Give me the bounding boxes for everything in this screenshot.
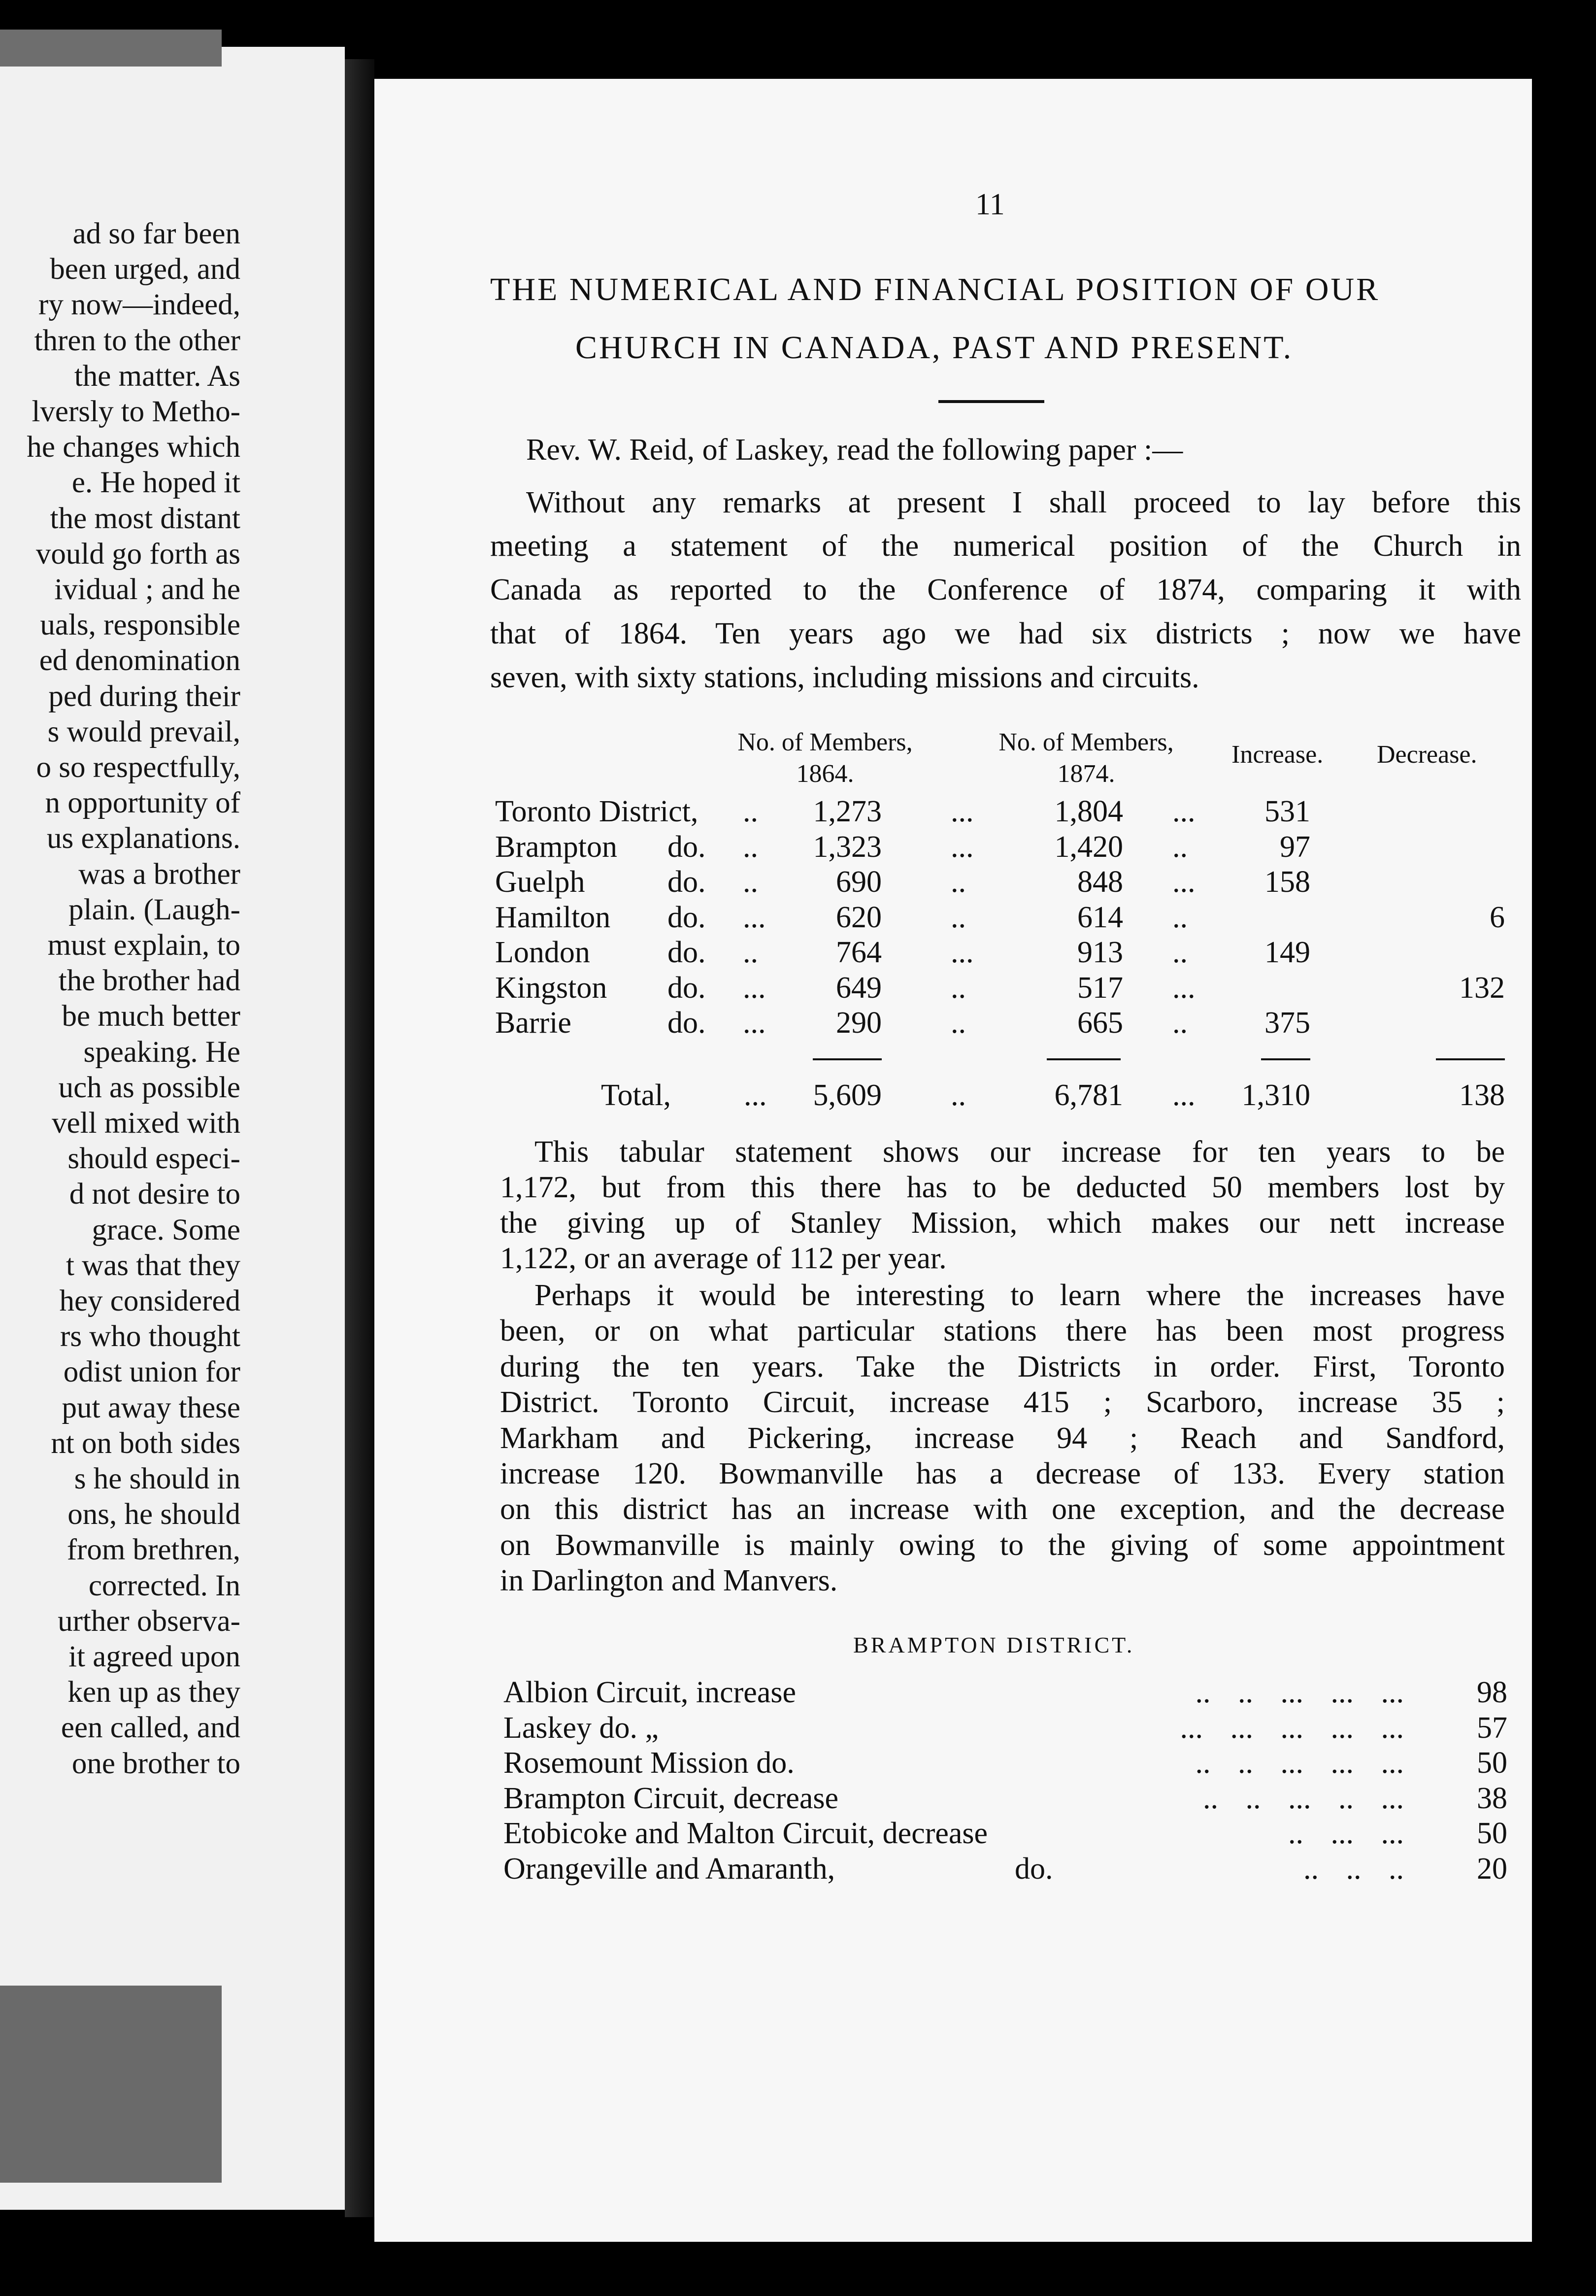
leader-dots: .. (1172, 936, 1188, 969)
increase-value: 158 (1264, 865, 1310, 899)
book-binding-top (0, 30, 222, 67)
left-page-line: was a brother (78, 857, 240, 891)
members-1874: 848 (1077, 865, 1123, 899)
title-line-1: THE NUMERICAL AND FINANCIAL POSITION OF OUR (490, 271, 1380, 307)
header-decrease: Decrease. (1377, 741, 1477, 769)
left-page-line: vell mixed with (52, 1107, 240, 1140)
total-members-1864: 5,609 (813, 1079, 882, 1112)
book-binding-bottom (0, 1986, 222, 2183)
district-do: do. (667, 865, 706, 899)
header-members-1874-year: 1874. (1057, 760, 1115, 788)
brampton-row-value: 98 (1477, 1676, 1507, 1709)
district-name: Barrie (495, 1006, 571, 1040)
left-page-line: speaking. He (83, 1035, 240, 1069)
left-page-line: nt on both sides (51, 1426, 240, 1460)
leader-dots: ... (951, 830, 974, 864)
brampton-row-value: 38 (1477, 1781, 1507, 1815)
left-page-line: t was that they (66, 1249, 240, 1282)
left-page-line: odist union for (63, 1355, 240, 1389)
left-page-line: een called, and (61, 1711, 240, 1745)
left-page-line: ped during their (48, 679, 240, 713)
brampton-row-label: Albion Circuit, increase (503, 1676, 796, 1709)
district-do: do. (667, 830, 706, 864)
left-page-line: s he should in (74, 1462, 240, 1495)
header-members-1874 (978, 727, 1195, 790)
leader-dots: .. (951, 1006, 966, 1040)
left-page-line: grace. Some (92, 1213, 240, 1247)
leader-dots: .. (1172, 830, 1188, 864)
left-page-line: the matter. As (74, 359, 240, 393)
total-dots-2: .. (951, 1079, 966, 1112)
brampton-row-dots: .. ... ... (1288, 1817, 1404, 1850)
brampton-row-dots: .. .. .. (1303, 1852, 1404, 1886)
district-name: London (495, 936, 590, 969)
title-line-2: CHURCH IN CANADA, PAST AND PRESENT. (575, 330, 1294, 366)
left-page-line: o so respectfully, (36, 751, 240, 784)
paragraph-2-line: the giving up of Stanley Mission, which makes our nett increase (500, 1206, 1505, 1240)
header-members-1864 (717, 727, 933, 790)
district-do: do. (667, 936, 706, 969)
header-members-1874-label: No. of Members, (998, 728, 1174, 756)
district-name: Toronto District, (495, 795, 698, 828)
total-rule-1864 (813, 1058, 882, 1060)
total-members-1874: 6,781 (1054, 1079, 1123, 1112)
leader-dots: .. (1172, 900, 1188, 934)
members-1864: 649 (836, 971, 882, 1005)
left-page-line: should especi- (67, 1142, 240, 1176)
leader-dots: ... (743, 971, 766, 1005)
paragraph-3-line: Markham and Pickering, increase 94 ; Reach and Sandford, (500, 1421, 1505, 1455)
left-page-line: corrected. In (88, 1569, 240, 1602)
district-name: Hamilton (495, 900, 611, 934)
brampton-row-dots: ... ... ... ... ... (1180, 1711, 1404, 1745)
leader-dots: ... (743, 1006, 766, 1040)
paragraph-3-line: on Bowmanville is mainly owing to the giving of some appointment (500, 1528, 1505, 1562)
paragraph-1-line: meeting a statement of the numerical position of the Church in (490, 529, 1521, 563)
total-dots-3: ... (1172, 1079, 1196, 1112)
brampton-row-value: 20 (1477, 1852, 1507, 1886)
left-page-line: plain. (Laugh- (68, 893, 240, 926)
brampton-row-label: Orangeville and Amaranth, (503, 1852, 835, 1886)
left-page-line: ad so far been (72, 217, 240, 250)
brampton-row-value: 50 (1477, 1817, 1507, 1850)
increase-value: 97 (1280, 830, 1310, 864)
paragraph-2-line: This tabular statement shows our increase for ten years to be (534, 1135, 1505, 1169)
brampton-row-dots: .. .. ... ... ... (1195, 1746, 1404, 1780)
leader-dots: .. (743, 936, 758, 969)
members-1864: 1,273 (813, 795, 882, 828)
left-page-line: put away these (62, 1391, 240, 1424)
leader-dots: .. (743, 830, 758, 864)
members-1864: 764 (836, 936, 882, 969)
left-page-line: be much better (62, 1000, 240, 1033)
members-1864: 690 (836, 865, 882, 899)
left-page-line: ry now—indeed, (38, 288, 240, 322)
page-number: 11 (975, 188, 1005, 221)
leader-dots: ... (1172, 865, 1196, 899)
left-page-line: lversly to Metho- (32, 395, 240, 428)
total-rule-decrease (1436, 1058, 1505, 1060)
leader-dots: .. (743, 795, 758, 828)
leader-dots: ... (1172, 971, 1196, 1005)
brampton-row-label: Laskey do. „ (503, 1711, 659, 1745)
total-dots-1: ... (744, 1079, 767, 1112)
increase-value: 375 (1264, 1006, 1310, 1040)
brampton-row-label: Rosemount Mission do. (503, 1746, 795, 1780)
title-rule (938, 400, 1044, 403)
paragraph-3-line: in Darlington and Manvers. (500, 1564, 838, 1598)
paragraph-2-line: 1,172, but from this there has to be deducted 50 members lost by (500, 1171, 1505, 1204)
members-1864: 290 (836, 1006, 882, 1040)
leader-dots: .. (743, 865, 758, 899)
paragraph-3-line: District. Toronto Circuit, increase 415 ; Scarboro, increase 35 ; (500, 1385, 1505, 1419)
left-page-line: it agreed upon (68, 1640, 240, 1673)
members-1864: 1,323 (813, 830, 882, 864)
header-members-1864-year: 1864. (796, 760, 854, 788)
leader-dots: ... (743, 900, 766, 934)
left-page-line: hey considered (59, 1284, 240, 1317)
members-1864: 620 (836, 900, 882, 934)
members-1874: 614 (1077, 900, 1123, 934)
paragraph-2-line: 1,122, or an average of 112 per year. (500, 1242, 947, 1275)
left-page-line: e. He hoped it (71, 466, 240, 500)
paragraph-3-line: increase 120. Bowmanville has a decrease of 133. Every station (500, 1457, 1505, 1490)
increase-value: 531 (1264, 795, 1310, 828)
leader-dots: .. (951, 971, 966, 1005)
leader-dots: .. (951, 865, 966, 899)
members-1874: 517 (1077, 971, 1123, 1005)
left-page-line: he changes which (27, 431, 240, 464)
members-1874: 913 (1077, 936, 1123, 969)
district-name: Brampton (495, 830, 617, 864)
paragraph-1-line: Without any remarks at present I shall proceed to lay before this (526, 486, 1521, 519)
left-page-line: urther observa- (58, 1604, 240, 1638)
left-page-line: must explain, to (47, 929, 240, 962)
leader-dots: .. (951, 900, 966, 934)
members-1874: 1,804 (1054, 795, 1123, 828)
left-page-line: us explanations. (46, 822, 240, 855)
decrease-value: 6 (1490, 900, 1505, 934)
header-increase: Increase. (1231, 741, 1324, 769)
total-label: Total, (601, 1079, 671, 1112)
brampton-district-heading: BRAMPTON DISTRICT. (853, 1632, 1135, 1657)
left-page-line: ken up as they (67, 1676, 240, 1709)
left-page-line: the most distant (50, 502, 240, 535)
intro-line: Rev. W. Reid, of Laskey, read the following paper :— (526, 433, 1183, 467)
left-page-line: from brethren, (66, 1533, 240, 1567)
district-name: Guelph (495, 865, 585, 899)
leader-dots: ... (951, 936, 974, 969)
leader-dots: ... (1172, 795, 1196, 828)
left-page-line: rs who thought (60, 1320, 240, 1353)
brampton-row-dots: .. .. ... .. ... (1203, 1781, 1404, 1815)
district-do: do. (667, 1006, 706, 1040)
left-page (0, 47, 345, 2210)
left-page-line: ons, he should (67, 1498, 240, 1531)
left-page-line: uch as possible (58, 1071, 240, 1104)
brampton-row-dots: .. .. ... ... ... (1195, 1676, 1404, 1709)
leader-dots: ... (951, 795, 974, 828)
decrease-value: 132 (1459, 971, 1505, 1005)
book-gutter (345, 59, 374, 2217)
left-page-line: ividual ; and he (54, 573, 240, 606)
left-page-line: one brother to (71, 1747, 240, 1780)
paragraph-3-line: on this district has an increase with one exception, and the decrease (500, 1492, 1505, 1526)
header-members-1864-label: No. of Members, (737, 728, 913, 756)
left-page-line: ed denomination (39, 644, 240, 677)
brampton-row-label: Etobicoke and Malton Circuit, decrease (503, 1817, 988, 1850)
paragraph-3-line: been, or on what particular stations there has been most progress (500, 1314, 1505, 1348)
district-do: do. (667, 971, 706, 1005)
paragraph-3-line: Perhaps it would be interesting to learn where the increases have (534, 1279, 1505, 1312)
paragraph-3-line: during the ten years. Take the Districts in order. First, Toronto (500, 1350, 1505, 1384)
district-do: do. (667, 900, 706, 934)
left-page-line: uals, responsible (40, 608, 240, 642)
brampton-row-label: Brampton Circuit, decrease (503, 1781, 839, 1815)
brampton-row-do: do. (1015, 1852, 1053, 1886)
members-1874: 1,420 (1054, 830, 1123, 864)
brampton-row-value: 57 (1477, 1711, 1507, 1745)
left-page-line: d not desire to (69, 1178, 240, 1211)
paragraph-1-line: Canada as reported to the Conference of 1874, comparing it with (490, 573, 1521, 607)
left-page-line: s would prevail, (47, 715, 240, 748)
left-page-line: been urged, and (50, 253, 240, 286)
left-page-line: vould go forth as (35, 537, 240, 571)
brampton-row-value: 50 (1477, 1746, 1507, 1780)
left-page-line: the brother had (58, 964, 240, 998)
left-page-line: thren to the other (34, 324, 240, 357)
paragraph-1-line: that of 1864. Ten years ago we had six districts ; now we have (490, 617, 1521, 650)
total-decrease: 138 (1459, 1079, 1505, 1112)
left-page-line: n opportunity of (45, 786, 240, 820)
district-name: Kingston (495, 971, 607, 1005)
increase-value: 149 (1264, 936, 1310, 969)
total-rule-increase (1261, 1058, 1310, 1060)
members-1874: 665 (1077, 1006, 1123, 1040)
total-increase: 1,310 (1241, 1079, 1310, 1112)
paragraph-1-line: seven, with sixty stations, including missions and circuits. (490, 661, 1199, 694)
leader-dots: .. (1172, 1006, 1188, 1040)
total-rule-1874 (1047, 1058, 1121, 1060)
